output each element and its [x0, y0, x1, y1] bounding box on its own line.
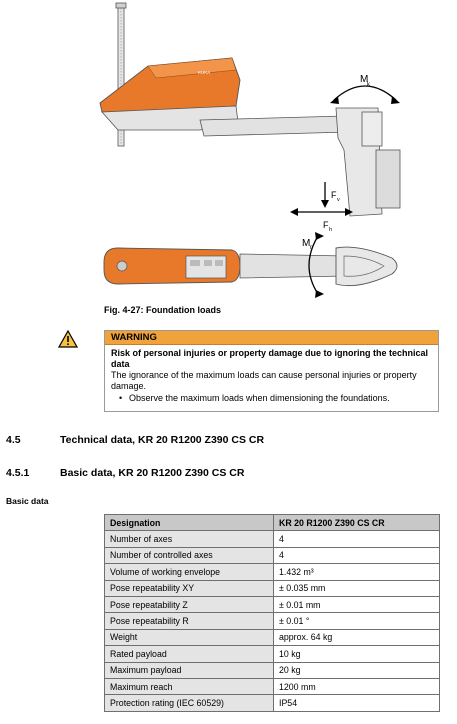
warning-box: [104, 330, 439, 412]
table-value-cell: 20 kg: [274, 662, 440, 678]
label-mr: M: [302, 238, 311, 249]
table-value-cell: IP54: [274, 695, 440, 711]
warning-bullet: [111, 393, 432, 404]
subsection-title: Basic data, KR 20 R1200 Z390 CS CR: [60, 467, 245, 479]
bullet-icon: •: [119, 393, 123, 403]
robot-arm: [200, 108, 400, 216]
table-value-cell: approx. 64 kg: [274, 629, 440, 645]
warning-text: The ignorance of the maximum loads can cause personal injuries or property damage.: [111, 370, 417, 391]
side-label-basic-data: Basic data: [6, 496, 49, 506]
table-key-cell: Maximum payload: [105, 662, 274, 678]
table-row: [105, 564, 440, 580]
warning-bullet-text: Observe the maximum loads when dimensioning the foundations.: [129, 393, 390, 403]
subsection-number: 4.5.1: [6, 467, 30, 479]
warning-title: Risk of personal injuries or property damage due to ignoring the technical data: [111, 348, 429, 369]
warning-triangle-icon: [58, 330, 78, 348]
label-mk-sub: k: [367, 82, 370, 88]
table-value-cell: 4: [274, 531, 440, 547]
label-mr-sub: r: [310, 245, 312, 251]
table-key-cell: Pose repeatability XY: [105, 580, 274, 596]
table-value-cell: 10 kg: [274, 646, 440, 662]
table-row: [105, 695, 440, 711]
table-header-cell: Designation: [105, 515, 274, 531]
label-fv-sub: v: [337, 197, 340, 203]
table-row: [105, 646, 440, 662]
table-row: [105, 580, 440, 596]
table-value-cell: 4: [274, 547, 440, 563]
table-value-cell: 1.432 m³: [274, 564, 440, 580]
table-key-cell: Pose repeatability R: [105, 613, 274, 629]
table-key-cell: Number of axes: [105, 531, 274, 547]
robot-top-view: [104, 247, 397, 286]
table-row: [105, 596, 440, 612]
svg-text:KUKA: KUKA: [198, 70, 211, 75]
table-row: [105, 629, 440, 645]
label-fh-sub: h: [329, 227, 333, 233]
table-row: [105, 662, 440, 678]
table-value-cell: ± 0.035 mm: [274, 580, 440, 596]
table-key-cell: Rated payload: [105, 646, 274, 662]
table-row: [105, 531, 440, 547]
label-mk: M: [360, 74, 369, 85]
label-fh: F: [323, 220, 329, 230]
figure-caption: Fig. 4-27: Foundation loads: [104, 305, 221, 315]
table-row: [105, 613, 440, 629]
table-header-cell: KR 20 R1200 Z390 CS CR: [274, 515, 440, 531]
moment-mk-arrow: [334, 86, 396, 100]
warning-heading: WARNING: [105, 331, 438, 345]
table-key-cell: Volume of working envelope: [105, 564, 274, 580]
table-value-cell: ± 0.01 mm: [274, 596, 440, 612]
table-key-cell: Weight: [105, 629, 274, 645]
foundation-loads-figure: [0, 0, 457, 300]
table-value-cell: ± 0.01 °: [274, 613, 440, 629]
table-key-cell: Maximum reach: [105, 678, 274, 694]
label-fv: F: [331, 190, 337, 200]
table-row: [105, 678, 440, 694]
table-row: [105, 547, 440, 563]
table-header-row: [105, 515, 440, 531]
section-number: 4.5: [6, 434, 21, 446]
table-value-cell: 1200 mm: [274, 678, 440, 694]
table-key-cell: Protection rating (IEC 60529): [105, 695, 274, 711]
section-title: Technical data, KR 20 R1200 Z390 CS CR: [60, 434, 265, 446]
table-key-cell: Pose repeatability Z: [105, 596, 274, 612]
basic-data-table: [104, 514, 440, 712]
table-key-cell: Number of controlled axes: [105, 547, 274, 563]
